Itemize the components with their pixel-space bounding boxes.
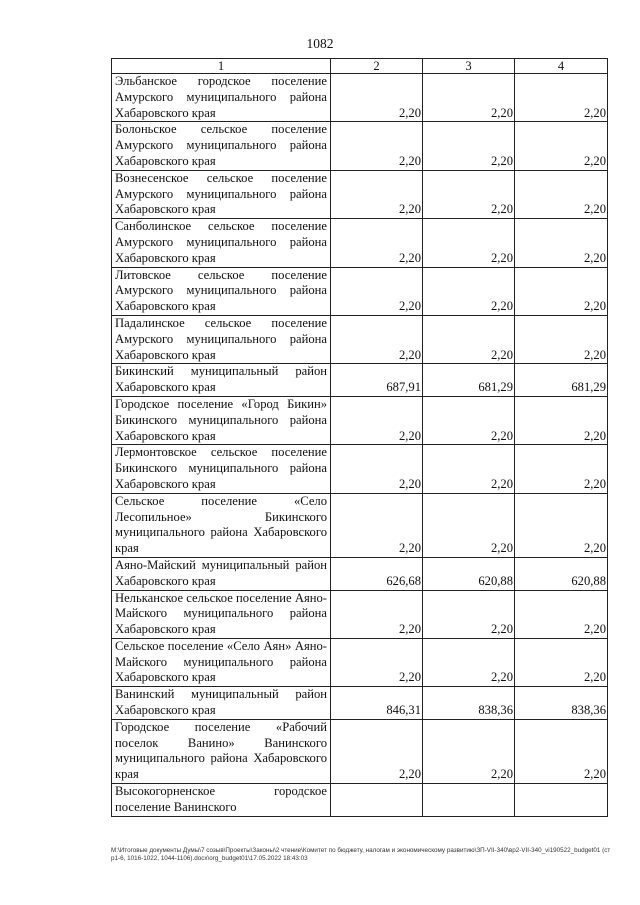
value-cell-v4 — [515, 719, 608, 783]
value-cell-v4 — [515, 687, 608, 720]
value-cell-v2 — [331, 315, 423, 363]
value-text: 2,20 — [583, 428, 606, 443]
table-row — [112, 719, 608, 783]
value-cell-v4 — [515, 122, 608, 170]
table-row — [112, 557, 608, 590]
value-cell-v2 — [331, 638, 423, 686]
value-cell-v2 — [331, 364, 423, 397]
value-cell-v2 — [331, 557, 423, 590]
table-row — [112, 74, 608, 122]
table-row — [112, 784, 608, 817]
value-text: 2,20 — [398, 541, 421, 556]
column-header: 3 — [423, 59, 515, 74]
value-text: 2,20 — [583, 541, 606, 556]
value-cell-v3 — [423, 687, 515, 720]
value-cell-v3 — [423, 445, 515, 493]
value-cell-v4 — [515, 493, 608, 557]
value-text: 2,20 — [583, 105, 606, 120]
value-text: 2,20 — [398, 476, 421, 491]
value-cell-v4 — [515, 557, 608, 590]
value-cell-v4 — [515, 74, 608, 122]
value-cell-v3 — [423, 267, 515, 315]
value-text: 2,20 — [583, 476, 606, 491]
value-text: 2,20 — [490, 541, 513, 556]
value-cell-v2 — [331, 687, 423, 720]
value-text: 846,31 — [386, 703, 421, 718]
value-text: 620,88 — [571, 573, 606, 588]
value-text: 2,20 — [490, 767, 513, 782]
value-cell-v2 — [331, 170, 423, 218]
territory-name-cell: Падалинское сельское поселение Амурского муниципального района Хабаровского края — [112, 315, 331, 363]
value-text: 2,20 — [398, 347, 421, 362]
column-header: 1 — [112, 59, 331, 74]
budget-table — [111, 58, 608, 817]
value-cell-v2 — [331, 493, 423, 557]
value-text: 2,20 — [583, 202, 606, 217]
column-header: 2 — [331, 59, 423, 74]
value-cell-v4 — [515, 219, 608, 267]
value-text: 2,20 — [583, 347, 606, 362]
value-text: 2,20 — [398, 767, 421, 782]
value-text: 2,20 — [398, 202, 421, 217]
territory-name-cell: Высокогорненское городское поселение Ванинского — [112, 784, 331, 817]
territory-name-cell: Городское поселение «Рабочий поселок Ванино» Ванинского муниципального района Хабаровского края — [112, 719, 331, 783]
value-cell-v3 — [423, 74, 515, 122]
value-text: 2,20 — [583, 622, 606, 637]
value-text: 681,29 — [478, 380, 513, 395]
table-row — [112, 445, 608, 493]
value-text: 2,20 — [398, 153, 421, 168]
value-cell-v4 — [515, 315, 608, 363]
value-text: 2,20 — [490, 105, 513, 120]
value-text: 2,20 — [490, 347, 513, 362]
value-text: 2,20 — [583, 299, 606, 314]
value-cell-v3 — [423, 219, 515, 267]
value-text: 2,20 — [398, 250, 421, 265]
value-text: 2,20 — [398, 622, 421, 637]
value-text: 2,20 — [398, 105, 421, 120]
territory-name-cell: Болоньское сельское поселение Амурского муниципального района Хабаровского края — [112, 122, 331, 170]
value-text: 2,20 — [490, 622, 513, 637]
territory-name-cell: Санболинское сельское поселение Амурского муниципального района Хабаровского края — [112, 219, 331, 267]
value-cell-v3 — [423, 122, 515, 170]
value-cell-v2 — [331, 267, 423, 315]
value-cell-v4 — [515, 396, 608, 444]
territory-name-cell: Сельское поселение «Село Лесопильное» Бикинского муниципального района Хабаровского края — [112, 493, 331, 557]
value-cell-v3 — [423, 396, 515, 444]
table-row — [112, 590, 608, 638]
table-body — [112, 74, 608, 817]
territory-name-cell: Аяно-Майский муниципальный район Хабаровского края — [112, 557, 331, 590]
table-row — [112, 687, 608, 720]
value-cell-v2 — [331, 590, 423, 638]
value-cell-v4 — [515, 267, 608, 315]
value-text: 2,20 — [398, 670, 421, 685]
territory-name-cell: Вознесенское сельское поселение Амурского муниципального района Хабаровского края — [112, 170, 331, 218]
value-cell-v2 — [331, 74, 423, 122]
value-text: 2,20 — [398, 299, 421, 314]
value-cell-v2 — [331, 396, 423, 444]
value-cell-v4 — [515, 590, 608, 638]
value-text: 2,20 — [398, 428, 421, 443]
value-cell-v3 — [423, 557, 515, 590]
table-row — [112, 122, 608, 170]
column-header: 4 — [515, 59, 608, 74]
value-text: 2,20 — [490, 476, 513, 491]
table-row — [112, 170, 608, 218]
value-text: 2,20 — [583, 250, 606, 265]
value-text: 681,29 — [571, 380, 606, 395]
territory-name-cell: Литовское сельское поселение Амурского муниципального района Хабаровского края — [112, 267, 331, 315]
value-cell-v4 — [515, 364, 608, 397]
territory-name-cell: Ванинский муниципальный район Хабаровского края — [112, 687, 331, 720]
table-row — [112, 493, 608, 557]
value-cell-v3 — [423, 364, 515, 397]
table-row — [112, 364, 608, 397]
value-cell-v3 — [423, 170, 515, 218]
value-cell-v2 — [331, 219, 423, 267]
territory-name-cell: Сельское поселение «Село Аян» Аяно-Майского муниципального района Хабаровского края — [112, 638, 331, 686]
territory-name-cell: Бикинский муниципальный район Хабаровского края — [112, 364, 331, 397]
value-text: 2,20 — [490, 202, 513, 217]
page-number: 1082 — [306, 36, 334, 51]
table-row — [112, 267, 608, 315]
table-header-row — [112, 59, 608, 74]
value-cell-v2 — [331, 445, 423, 493]
value-cell-v3 — [423, 719, 515, 783]
footer-file-path: M:\Итоговые документы Думы\7 созыв\Проекты\Законы\2 чтение\Комитет по бюджету, налогам и экономическому развитию\ЗП-VII-340\вр2-VII-340_vi190522_budget01 (стр1-6, 1016-1022, 1044-1106).docx\org_budget01\17.05.2022 18:43:03 — [111, 847, 611, 862]
value-text: 687,91 — [386, 380, 421, 395]
value-cell-v4 — [515, 638, 608, 686]
value-cell-v3 — [423, 784, 515, 817]
territory-name-cell: Эльбанское городское поселение Амурского муниципального района Хабаровского края — [112, 74, 331, 122]
value-cell-v2 — [331, 784, 423, 817]
value-text: 626,68 — [386, 573, 421, 588]
value-text: 2,20 — [490, 250, 513, 265]
value-cell-v3 — [423, 590, 515, 638]
territory-name-cell: Нельканское сельское поселение Аяно-Майского муниципального района Хабаровского края — [112, 590, 331, 638]
value-cell-v2 — [331, 122, 423, 170]
value-text: 2,20 — [490, 670, 513, 685]
value-text: 838,36 — [478, 703, 513, 718]
table-row — [112, 396, 608, 444]
territory-name-cell: Лермонтовское сельское поселение Бикинского муниципального района Хабаровского края — [112, 445, 331, 493]
value-text: 2,20 — [583, 153, 606, 168]
territory-name-cell: Городское поселение «Город Бикин» Бикинского муниципального района Хабаровского края — [112, 396, 331, 444]
value-text: 620,88 — [478, 573, 513, 588]
table-row — [112, 219, 608, 267]
value-text: 2,20 — [583, 767, 606, 782]
value-cell-v4 — [515, 170, 608, 218]
value-text: 2,20 — [583, 670, 606, 685]
value-cell-v4 — [515, 784, 608, 817]
value-text: 2,20 — [490, 428, 513, 443]
value-text: 2,20 — [490, 153, 513, 168]
value-cell-v3 — [423, 638, 515, 686]
value-text: 2,20 — [490, 299, 513, 314]
value-cell-v2 — [331, 719, 423, 783]
value-cell-v3 — [423, 493, 515, 557]
value-cell-v4 — [515, 445, 608, 493]
value-cell-v3 — [423, 315, 515, 363]
table-row — [112, 315, 608, 363]
value-text: 838,36 — [571, 703, 606, 718]
table-row — [112, 638, 608, 686]
